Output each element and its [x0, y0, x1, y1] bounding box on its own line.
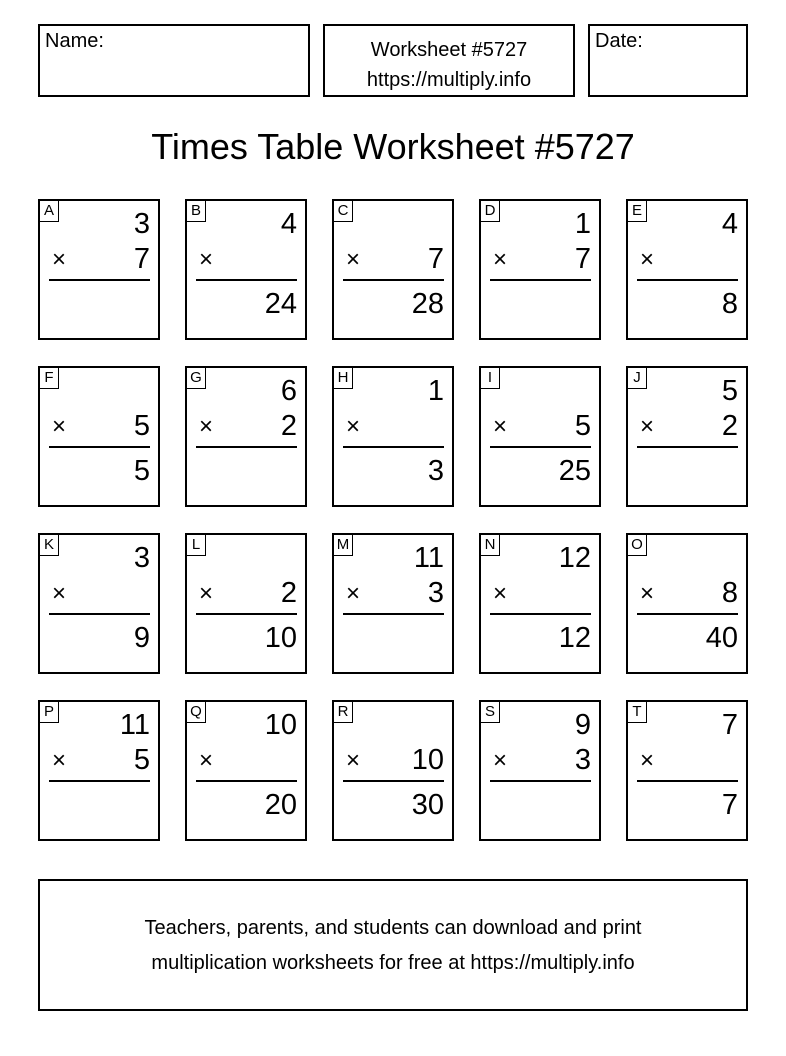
footer-line-1: Teachers, parents, and students can download and print	[144, 917, 642, 939]
answer-line	[196, 446, 297, 448]
problem-letter: I	[481, 368, 500, 389]
times-sign: ×	[640, 747, 655, 774]
product: 9	[133, 622, 150, 654]
problem-card	[626, 700, 748, 841]
answer-line	[49, 780, 150, 782]
problem-card	[332, 700, 454, 841]
product: 5	[133, 455, 150, 487]
footer-line-2: multiplication worksheets for free at https://multiply.info	[151, 952, 635, 974]
multiplier: 3	[574, 744, 591, 776]
answer-line	[490, 446, 591, 448]
problem-card	[479, 366, 601, 507]
times-sign: ×	[199, 580, 214, 607]
multiplicand: 4	[721, 208, 738, 240]
times-sign: ×	[640, 246, 655, 273]
problem-letter: H	[334, 368, 353, 389]
multiplier: 10	[411, 744, 444, 776]
multiplicand: 3	[133, 542, 150, 574]
times-sign: ×	[52, 413, 67, 440]
problem-card	[185, 366, 307, 507]
multiplier: 5	[133, 410, 150, 442]
times-sign: ×	[493, 747, 508, 774]
product: 28	[411, 288, 444, 320]
product: 7	[721, 789, 738, 821]
problem-letter: L	[187, 535, 206, 556]
problem-letter: S	[481, 702, 500, 723]
multiplier: 7	[133, 243, 150, 275]
answer-line	[637, 446, 738, 448]
product: 8	[721, 288, 738, 320]
problem-card	[332, 199, 454, 340]
problem-letter: B	[187, 201, 206, 222]
problem-card	[479, 700, 601, 841]
problem-card	[332, 366, 454, 507]
times-sign: ×	[346, 246, 361, 273]
worksheet-number: Worksheet #5727	[370, 39, 528, 61]
worksheet-url: https://multiply.info	[366, 69, 532, 91]
answer-line	[196, 613, 297, 615]
times-sign: ×	[199, 747, 214, 774]
product: 10	[264, 622, 297, 654]
multiplicand: 3	[133, 208, 150, 240]
problem-card	[38, 700, 160, 841]
answer-line	[490, 780, 591, 782]
problem-letter: M	[334, 535, 353, 556]
product: 3	[427, 455, 444, 487]
problem-card	[479, 199, 601, 340]
problem-letter: N	[481, 535, 500, 556]
times-sign: ×	[52, 246, 67, 273]
answer-line	[637, 780, 738, 782]
product: 24	[264, 288, 297, 320]
times-sign: ×	[346, 413, 361, 440]
problem-card	[626, 533, 748, 674]
product: 25	[558, 455, 591, 487]
problem-letter: A	[40, 201, 59, 222]
problem-letter: F	[40, 368, 59, 389]
answer-line	[343, 613, 444, 615]
answer-line	[343, 446, 444, 448]
times-sign: ×	[640, 413, 655, 440]
times-sign: ×	[52, 580, 67, 607]
problem-card	[185, 700, 307, 841]
multiplicand: 9	[574, 709, 591, 741]
multiplicand: 10	[264, 709, 297, 741]
multiplicand: 7	[721, 709, 738, 741]
date-field-box[interactable]	[588, 24, 748, 97]
answer-line	[637, 613, 738, 615]
page-title: Times Table Worksheet #5727	[151, 126, 635, 167]
answer-line	[196, 780, 297, 782]
answer-line	[49, 613, 150, 615]
times-sign: ×	[346, 580, 361, 607]
problem-letter: C	[334, 201, 353, 222]
answer-line	[343, 780, 444, 782]
problem-letter: D	[481, 201, 500, 222]
date-label: Date:	[595, 30, 643, 52]
problem-letter: G	[187, 368, 206, 389]
answer-line	[49, 446, 150, 448]
problem-letter: Q	[187, 702, 206, 723]
worksheet-id-box	[323, 24, 575, 97]
problem-card	[185, 199, 307, 340]
multiplicand: 4	[280, 208, 297, 240]
footer-box	[38, 879, 748, 1011]
problem-letter: O	[628, 535, 647, 556]
problem-letter: R	[334, 702, 353, 723]
times-sign: ×	[199, 246, 214, 273]
multiplicand: 11	[413, 542, 444, 574]
problem-card	[626, 199, 748, 340]
problem-letter: E	[628, 201, 647, 222]
times-sign: ×	[493, 246, 508, 273]
times-sign: ×	[493, 580, 508, 607]
multiplier: 5	[133, 744, 150, 776]
problem-letter: J	[628, 368, 647, 389]
multiplier: 7	[574, 243, 591, 275]
multiplicand: 6	[280, 375, 297, 407]
problem-card	[185, 533, 307, 674]
name-label: Name:	[45, 30, 104, 52]
multiplicand: 12	[558, 542, 591, 574]
answer-line	[49, 279, 150, 281]
product: 12	[558, 622, 591, 654]
problem-card	[332, 533, 454, 674]
answer-line	[343, 279, 444, 281]
multiplier: 2	[721, 410, 738, 442]
product: 20	[264, 789, 297, 821]
problem-card	[38, 199, 160, 340]
times-sign: ×	[640, 580, 655, 607]
problem-letter: P	[40, 702, 59, 723]
answer-line	[490, 613, 591, 615]
answer-line	[196, 279, 297, 281]
multiplier: 7	[427, 243, 444, 275]
problem-card	[626, 366, 748, 507]
times-sign: ×	[493, 413, 508, 440]
problem-letter: K	[40, 535, 59, 556]
problem-letter: T	[628, 702, 647, 723]
multiplier: 8	[721, 577, 738, 609]
times-sign: ×	[52, 747, 67, 774]
multiplicand: 1	[574, 208, 591, 240]
times-sign: ×	[199, 413, 214, 440]
answer-line	[637, 279, 738, 281]
multiplicand: 5	[721, 375, 738, 407]
problem-card	[479, 533, 601, 674]
product: 40	[705, 622, 738, 654]
problem-card	[38, 533, 160, 674]
multiplier: 2	[280, 577, 297, 609]
multiplicand: 1	[427, 375, 444, 407]
multiplier: 5	[574, 410, 591, 442]
problem-card	[38, 366, 160, 507]
times-sign: ×	[346, 747, 361, 774]
answer-line	[490, 279, 591, 281]
multiplicand: 11	[119, 709, 150, 741]
multiplier: 3	[427, 577, 444, 609]
product: 30	[411, 789, 444, 821]
multiplier: 2	[280, 410, 297, 442]
name-field-box[interactable]	[38, 24, 310, 97]
